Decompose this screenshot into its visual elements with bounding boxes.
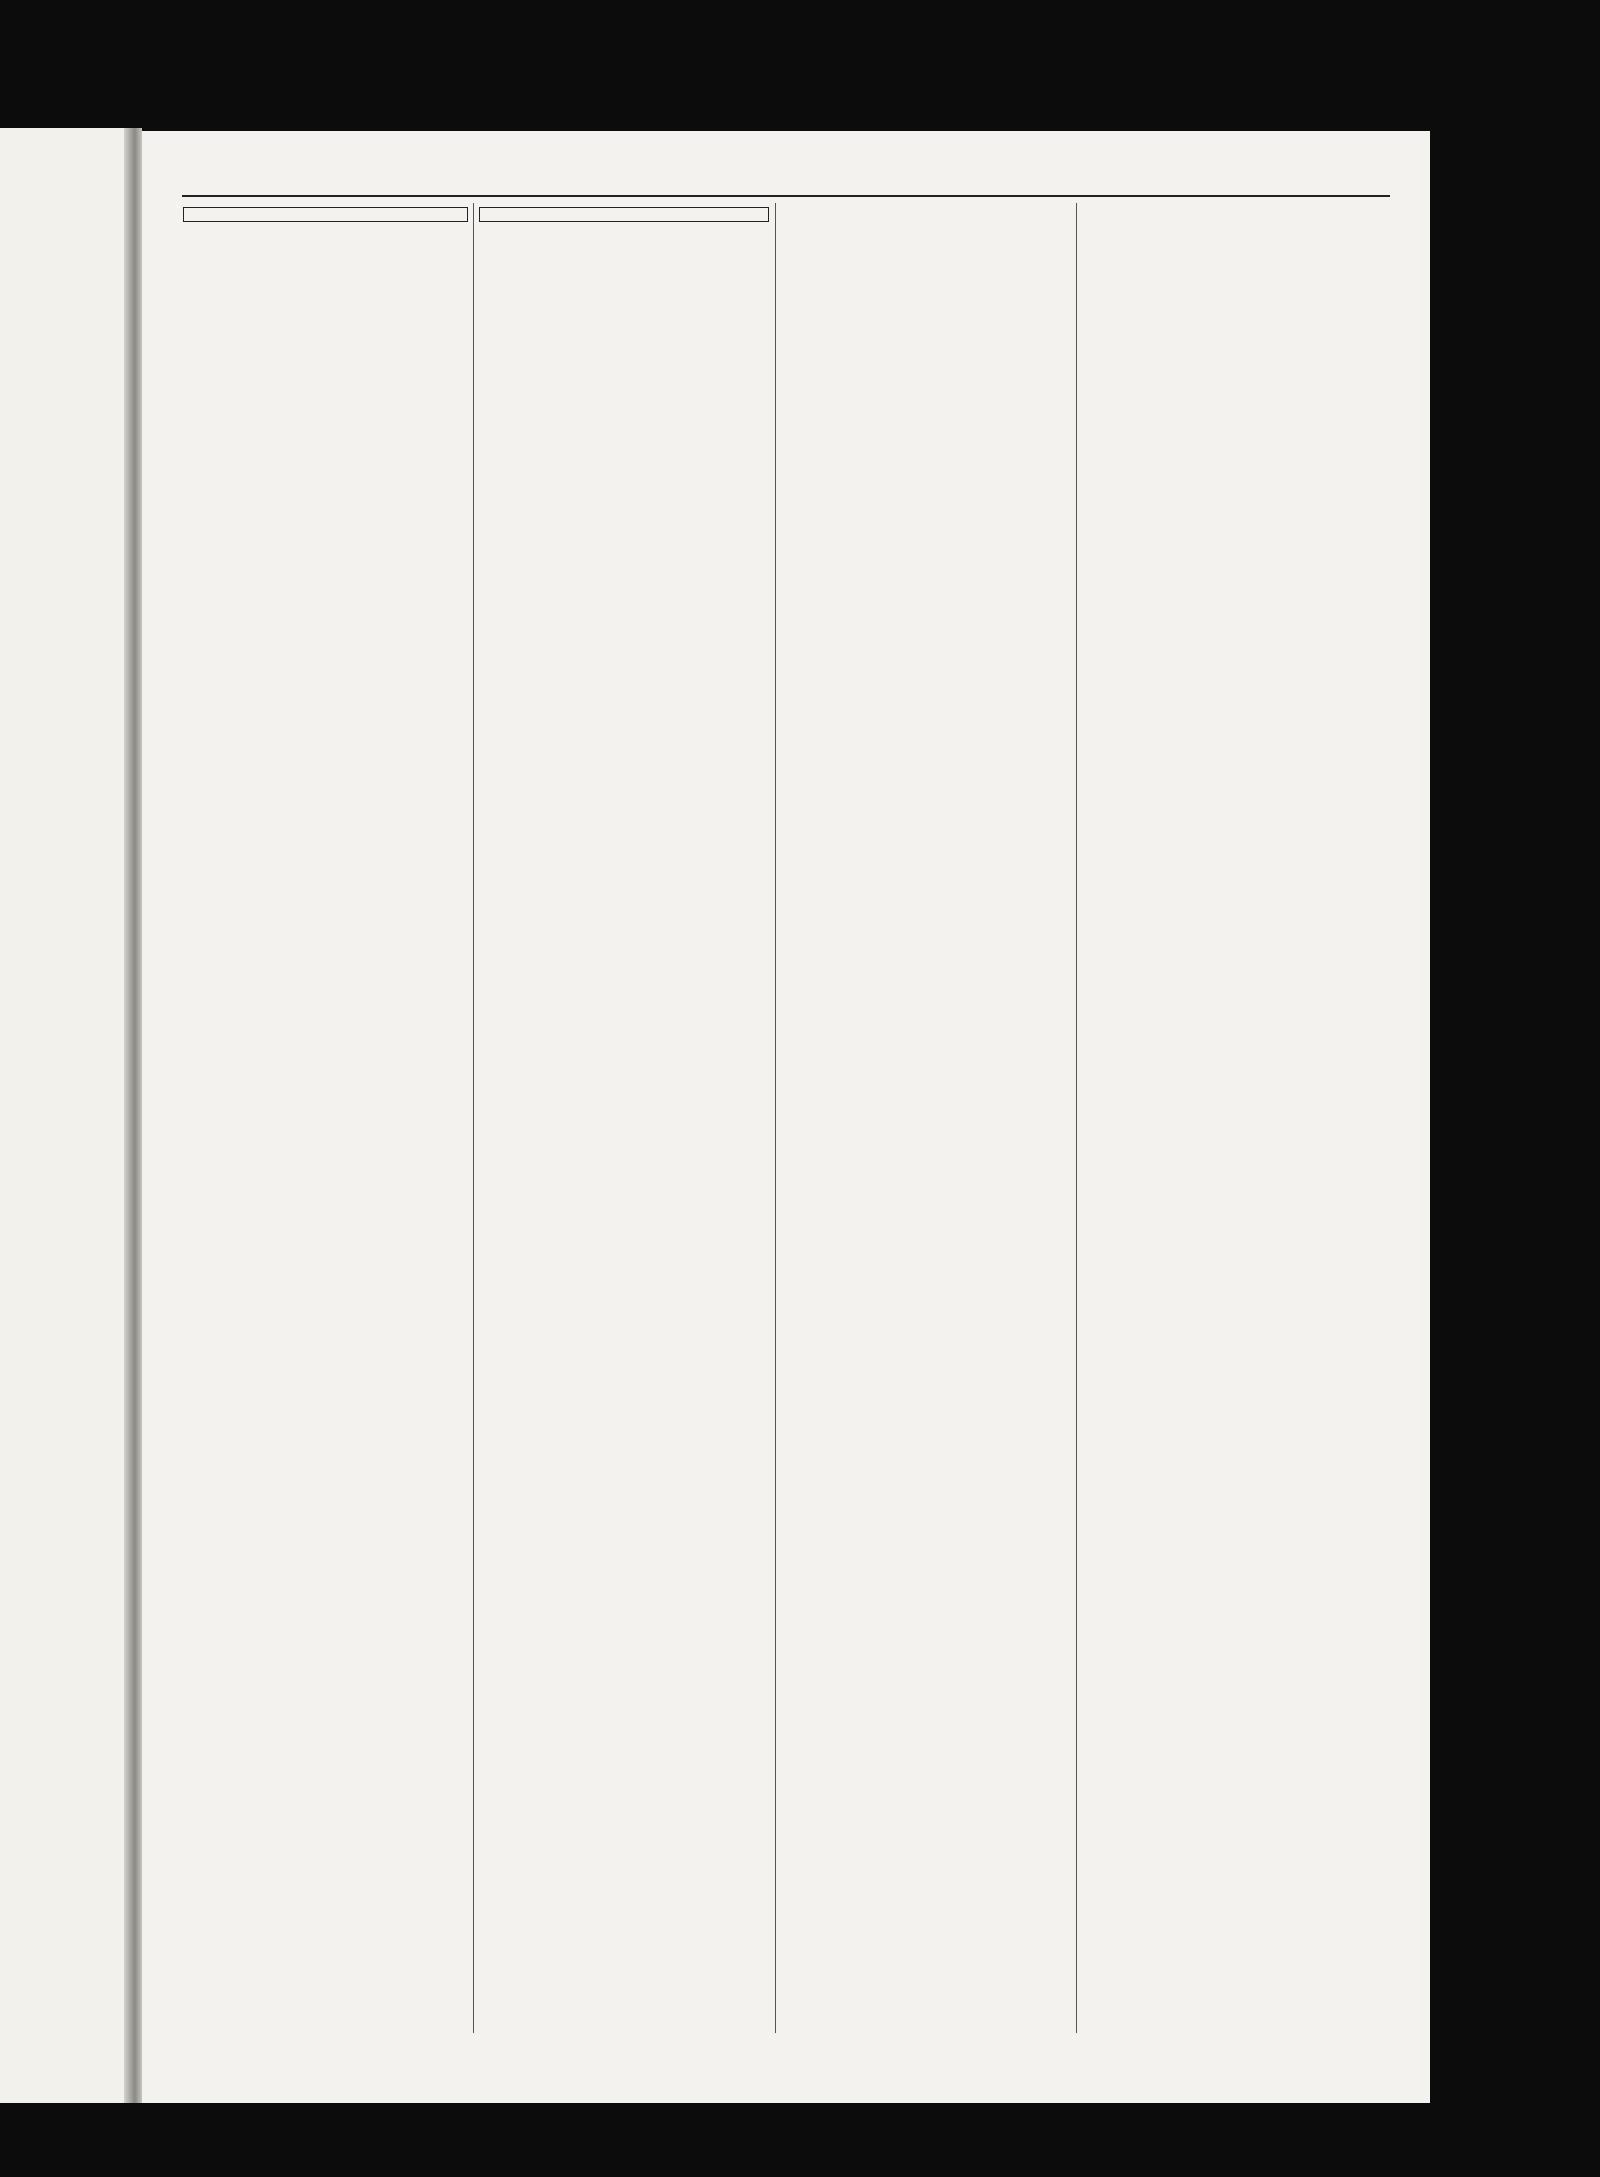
column-3 [778,203,1074,2033]
left-page-fragment [0,128,124,2103]
column-divider [1076,203,1077,2033]
advertisement-box [479,207,769,222]
advertisement-box [183,207,468,222]
column-1 [180,203,471,2033]
book-gutter [124,128,142,2103]
column-divider [473,203,474,2033]
column-2 [476,203,772,2033]
header-rule [182,195,1390,197]
column-divider [775,203,776,2033]
column-4 [1079,203,1379,2033]
directory-page [142,131,1430,2106]
scan-border [0,2103,1600,2177]
